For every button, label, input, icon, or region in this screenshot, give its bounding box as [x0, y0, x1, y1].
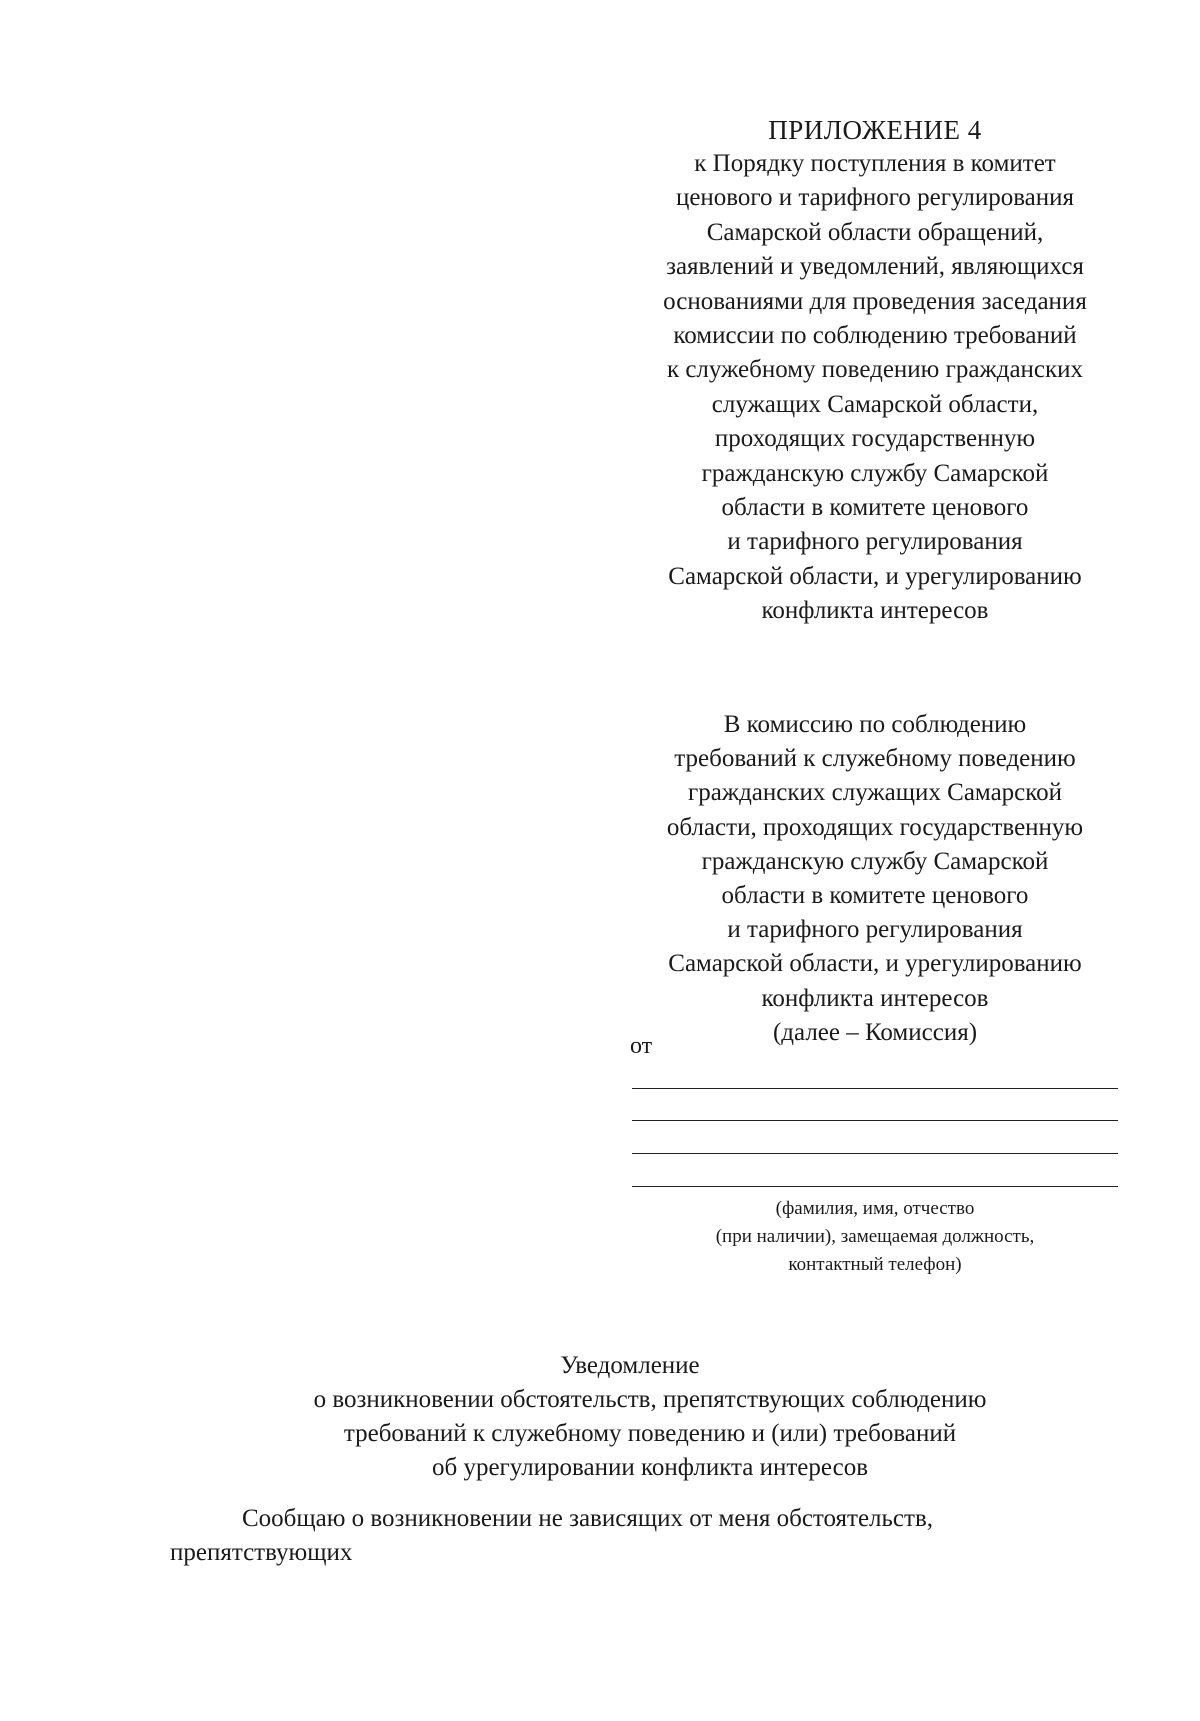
sender-fill-line — [632, 1186, 1118, 1187]
appendix-line: гражданскую службу Самарской — [701, 459, 1049, 487]
appendix-line: Самарской области, и урегулированию — [668, 562, 1082, 590]
addressee-block — [630, 708, 1120, 1050]
appendix-line: проходящих государственную — [714, 425, 1036, 453]
hint-line: (при наличии), замещаемая должность, — [715, 1226, 1035, 1247]
body-paragraph-line: препятствующих — [170, 1539, 353, 1566]
appendix-line: служащих Самарской области, — [711, 390, 1039, 418]
body-paragraph-line: Сообщаю о возникновении не зависящих от меня обстоятельств, — [242, 1505, 934, 1532]
addressee-line: (далее – Комиссия) — [772, 1018, 978, 1046]
hint-line: контактный телефон) — [788, 1254, 962, 1275]
notice-body — [170, 1502, 1070, 1570]
appendix-line: основаниями для проведения заседания — [663, 287, 1087, 315]
appendix-line: комиссии по соблюдению требований — [673, 322, 1077, 350]
addressee-line: Самарской области, и урегулированию — [668, 950, 1082, 978]
addressee-line: гражданскую службу Самарской — [701, 847, 1049, 875]
appendix-line: заявлений и уведомлений, являющихся — [666, 253, 1084, 281]
appendix-reference — [630, 147, 1120, 629]
addressee-line: конфликта интересов — [761, 984, 989, 1012]
appendix-line: и тарифного регулирования — [727, 528, 1023, 556]
appendix-line: Самарской области обращений, — [706, 218, 1044, 246]
appendix-line: ценового и тарифного регулирования — [675, 184, 1075, 212]
notice-line: требований к служебному поведению и (или) требований — [343, 1420, 957, 1447]
addressee-line: области, проходящих государственную — [666, 813, 1084, 841]
addressee-line: области в комитете ценового — [721, 882, 1029, 910]
appendix-title: ПРИЛОЖЕНИЕ 4 — [768, 115, 982, 145]
hint-line: (фамилия, имя, отчество — [775, 1198, 975, 1219]
addressee-line: и тарифного регулирования — [727, 916, 1023, 944]
addressee-line: В комиссию по соблюдению — [723, 711, 1027, 738]
appendix-line: конфликта интересов — [761, 597, 989, 625]
addressee-line: требований к служебному поведению — [674, 745, 1076, 773]
appendix-line: к служебному поведению гражданских — [666, 356, 1084, 384]
notice-line: о возникновении обстоятельств, препятствующих соблюдению — [313, 1386, 987, 1413]
appendix-line: области в комитете ценового — [721, 494, 1029, 522]
notice-heading — [170, 1349, 1130, 1485]
appendix-line: к Порядку поступления в комитет — [694, 150, 1056, 177]
from-label: от — [630, 1033, 653, 1059]
sender-fill-line — [632, 1088, 1118, 1089]
sender-field-hint — [640, 1195, 1110, 1279]
addressee-line: гражданских служащих Самарской — [687, 779, 1063, 807]
notice-title: Уведомление — [560, 1352, 700, 1379]
notice-line: об урегулировании конфликта интересов — [431, 1454, 868, 1481]
sender-fill-line — [632, 1153, 1118, 1154]
sender-fill-line — [632, 1120, 1118, 1121]
